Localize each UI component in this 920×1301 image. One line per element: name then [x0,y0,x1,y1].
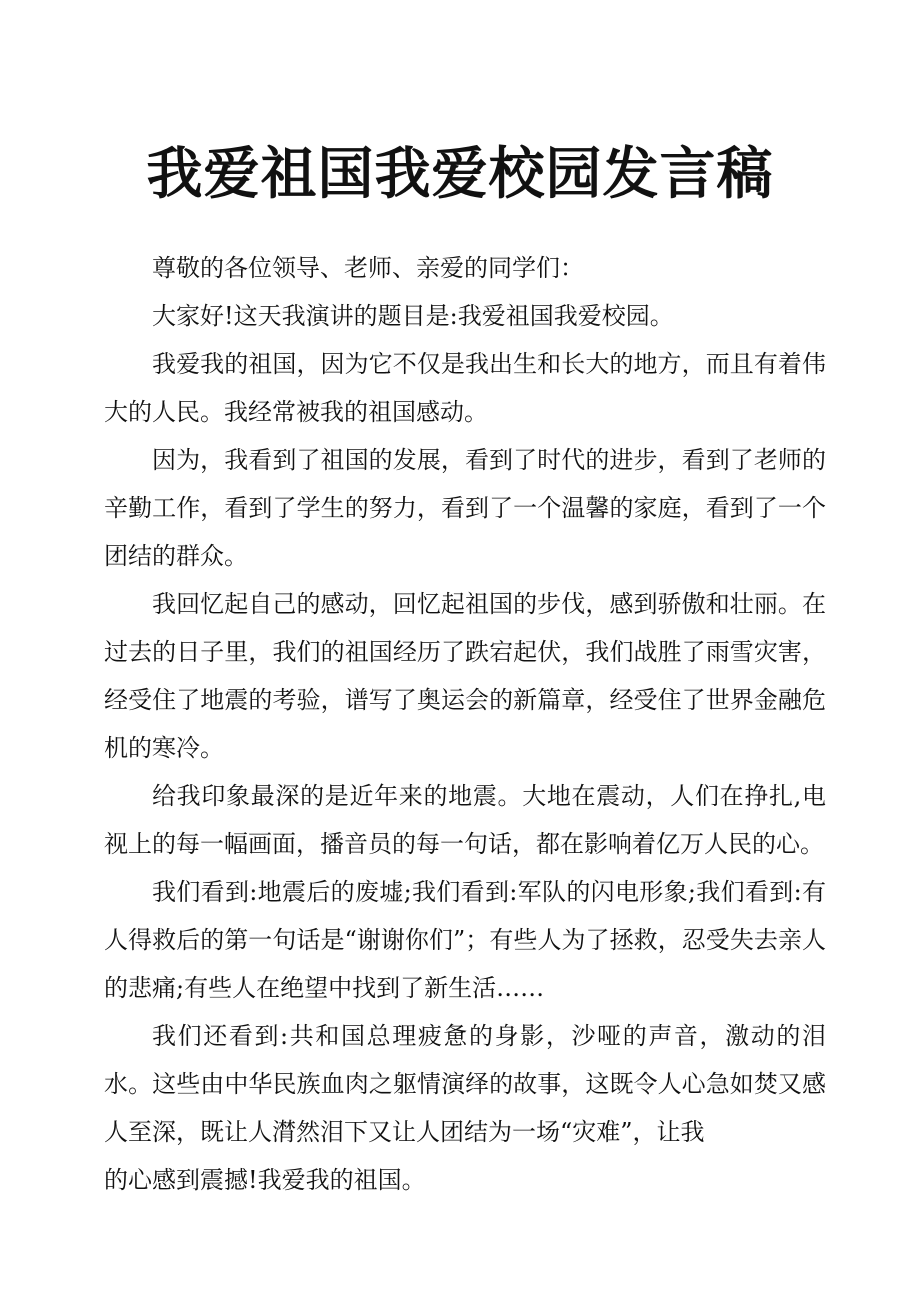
paragraph: 我回忆起自己的感动，回忆起祖国的步伐，感到骄傲和壮丽。在过去的日子里，我们的祖国经历了跌宕起伏，我们战胜了雨雪灾害，经受住了地震的考验，谱写了奥运会的新篇章，经受住了世界金融危机的寒冷。 [104,590,826,762]
paragraph: 我们还看到:共和国总理疲惫的身影，沙哑的声音，激动的泪水。这些由中华民族血肉之躯情演绎的故事，这既令人心急如焚又感人至深，既让人潸然泪下又让人团结为一场“灾难”，让我 [104,1022,826,1146]
document-title: 我爱祖国我爱校园发言稿 [146,142,774,207]
paragraph: 我爱我的祖国，因为它不仅是我出生和长大的地方，而且有着伟大的人民。我经常被我的祖国感动。 [104,350,826,426]
paragraph-salutation: 尊敬的各位领导、老师、亲爱的同学们： [152,254,584,282]
paragraph: 因为，我看到了祖国的发展，看到了时代的进步，看到了老师的辛勤工作，看到了学生的努力，看到了一个温馨的家庭，看到了一个团结的群众。 [104,446,826,570]
paragraph: 我们看到:地震后的废墟;我们看到:军队的闪电形象;我们看到:有人得救后的第一句话是“谢谢你们”；有些人为了拯救，忍受失去亲人的悲痛;有些人在绝望中找到了新生活…… [104,878,826,1002]
paragraph-greeting: 大家好!这天我演讲的题目是:我爱祖国我爱校园。 [152,302,674,330]
document-body [104,244,826,1204]
paragraph: 给我印象最深的是近年来的地震。大地在震动，人们在挣扎,电视上的每一幅画面，播音员的每一句话，都在影响着亿万人民的心。 [104,782,826,858]
paragraph-closing-line: 的心感到震撼!我爱我的祖国。 [104,1166,426,1194]
